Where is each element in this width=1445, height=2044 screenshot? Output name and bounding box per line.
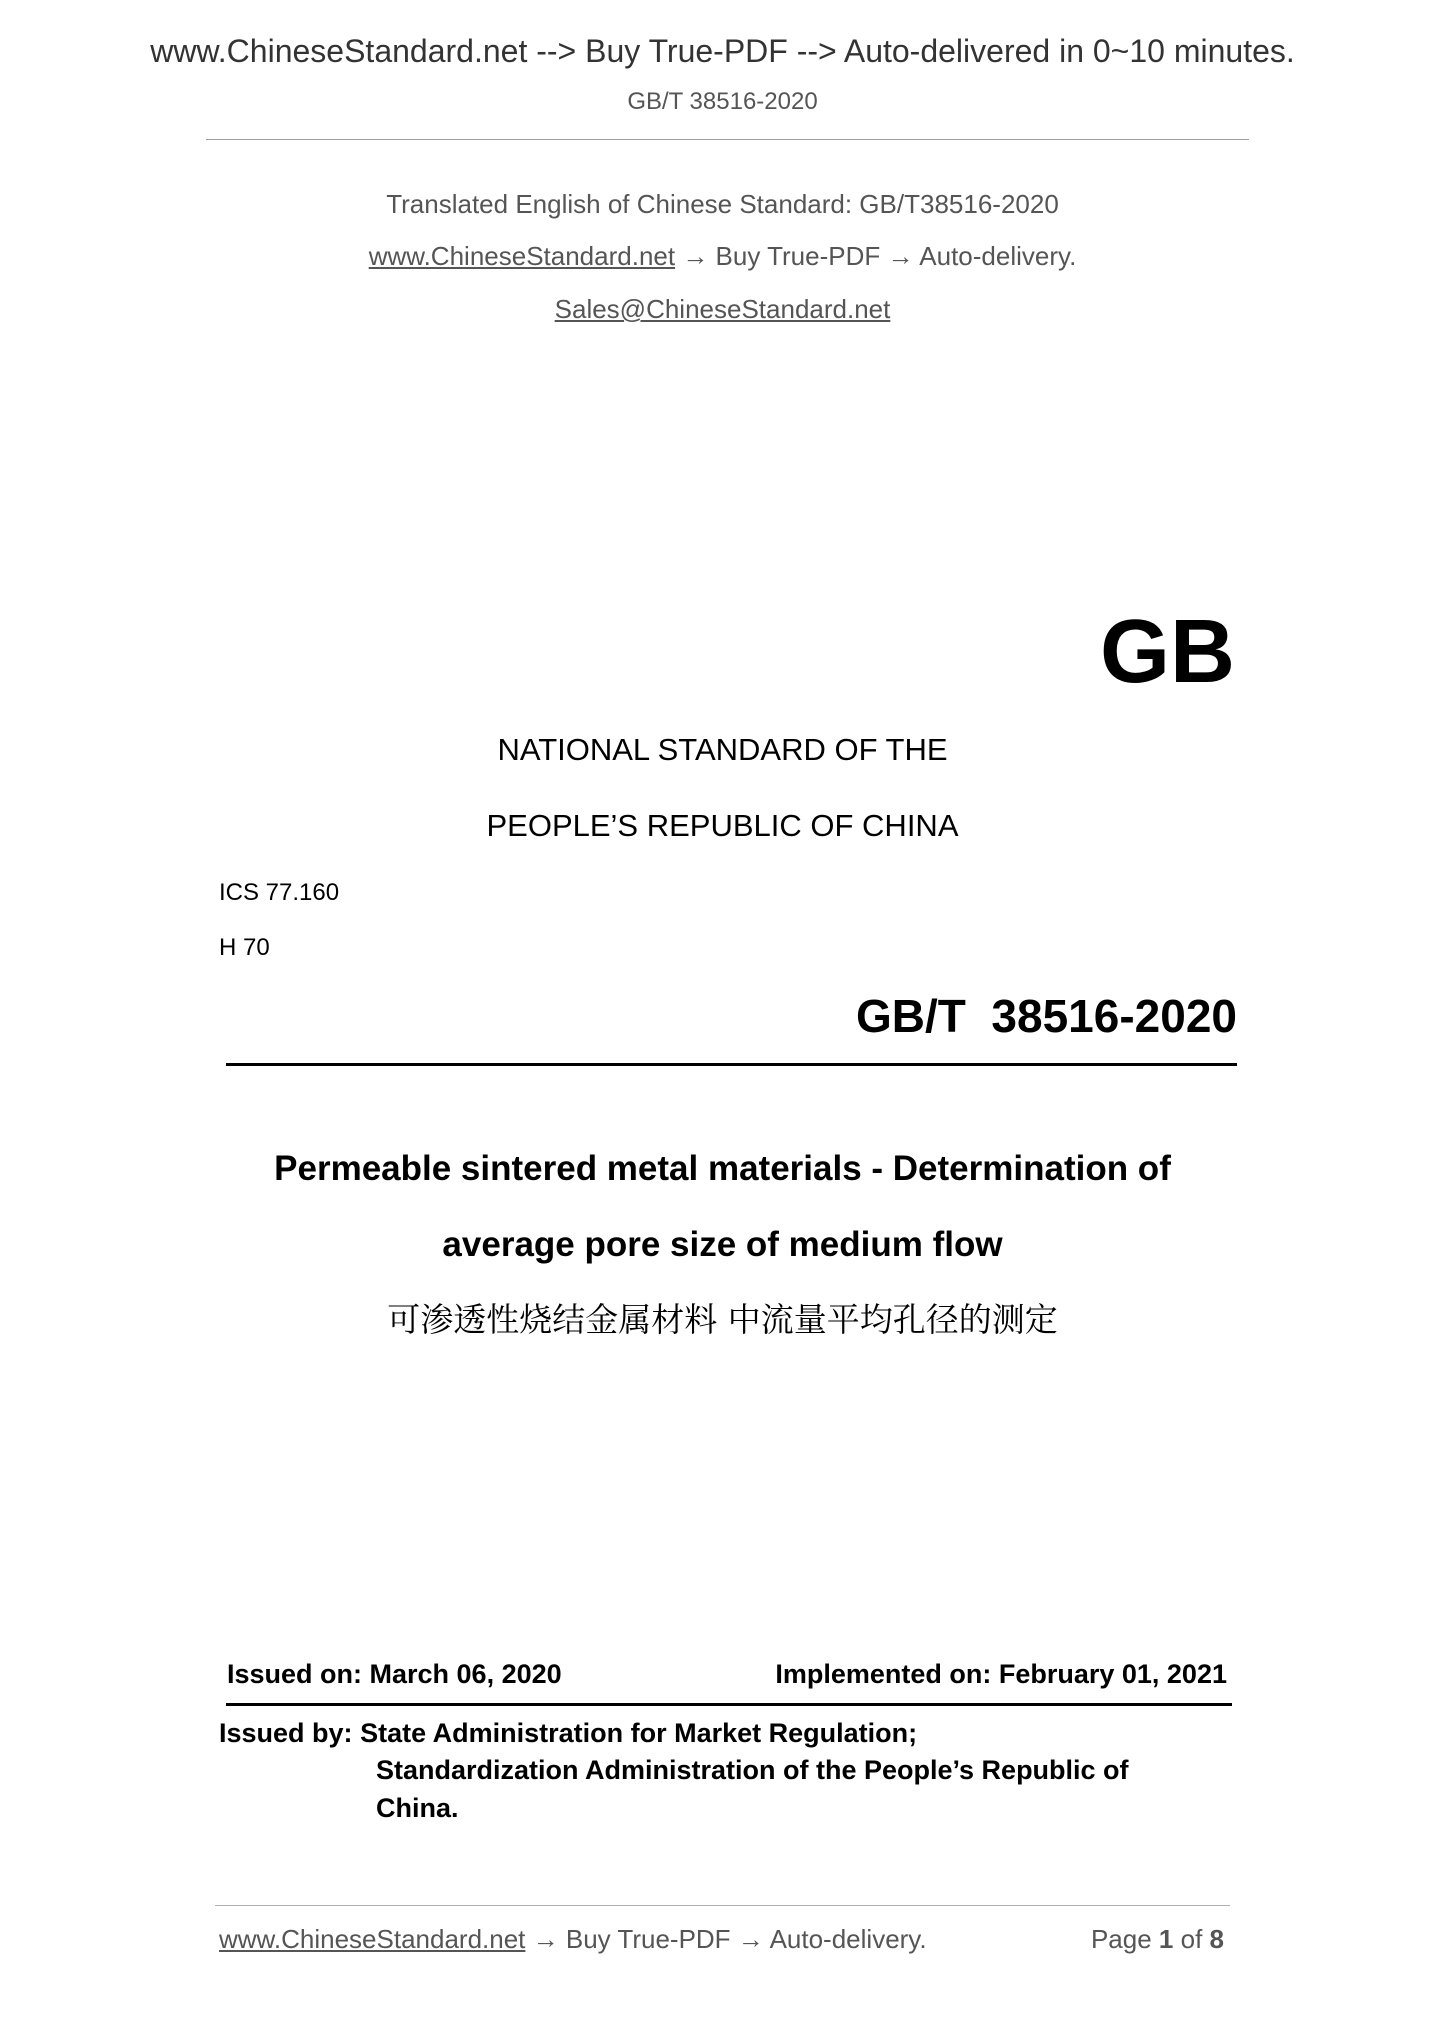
- sales-email-link[interactable]: Sales@ChineseStandard.net: [554, 294, 891, 324]
- translated-line: Translated English of Chinese Standard: GB/T38516-2020: [386, 189, 1059, 219]
- title-zh: 可渗透性烧结金属材料 中流量平均孔径的测定: [387, 1300, 1058, 1339]
- implemented-on: Implemented on: February 01, 2021: [775, 1659, 1227, 1689]
- issued-by-authority1: State Administration for Market Regulation;: [360, 1718, 918, 1748]
- issued-by-line2: Standardization Administration of the People’s Republic of: [376, 1755, 1129, 1785]
- page-label: Page: [1090, 1924, 1152, 1954]
- page-current: 1: [1158, 1924, 1174, 1954]
- standard-number-rule: [226, 1063, 1237, 1066]
- gb-mark: GB: [1100, 602, 1235, 702]
- footer-site-link[interactable]: www.ChineseStandard.net: [219, 1924, 526, 1954]
- title-en-line2: average pore size of medium flow: [442, 1225, 1003, 1264]
- ccs-code: H 70: [219, 934, 270, 961]
- footer-link-line: [219, 1925, 927, 1955]
- issued-by-line1: [219, 1718, 917, 1749]
- promo-link-suffix: → Buy True-PDF → Auto-delivery.: [675, 241, 1077, 271]
- header-banner: www.ChineseStandard.net --> Buy True-PDF --> Auto-delivered in 0~10 minutes.: [150, 33, 1295, 69]
- issued-by-line3: China.: [376, 1793, 459, 1823]
- header-doc-code: GB/T 38516-2020: [627, 88, 818, 115]
- issued-on: Issued on: March 06, 2020: [227, 1659, 562, 1689]
- title-en-line1: Permeable sintered metal materials - Determination of: [274, 1149, 1171, 1188]
- header-divider: [206, 139, 1249, 140]
- footer-divider: [215, 1905, 1230, 1906]
- page-indicator: [1091, 1925, 1224, 1955]
- sales-line: [0, 295, 1445, 325]
- footer-link-suffix: → Buy True-PDF → Auto-delivery.: [525, 1924, 927, 1954]
- ics-code: ICS 77.160: [219, 879, 340, 906]
- standard-number: GB/T 38516-2020: [855, 990, 1237, 1042]
- national-standard-line1: NATIONAL STANDARD OF THE: [497, 732, 948, 767]
- national-standard-line2: PEOPLE’S REPUBLIC OF CHINA: [486, 808, 959, 843]
- issued-by-label: Issued by:: [219, 1718, 353, 1748]
- promo-link-line: [0, 242, 1445, 272]
- issuance-rule: [226, 1703, 1232, 1706]
- page-total: 8: [1209, 1924, 1224, 1954]
- site-link[interactable]: www.ChineseStandard.net: [368, 241, 676, 271]
- page-of-label: of: [1180, 1924, 1203, 1954]
